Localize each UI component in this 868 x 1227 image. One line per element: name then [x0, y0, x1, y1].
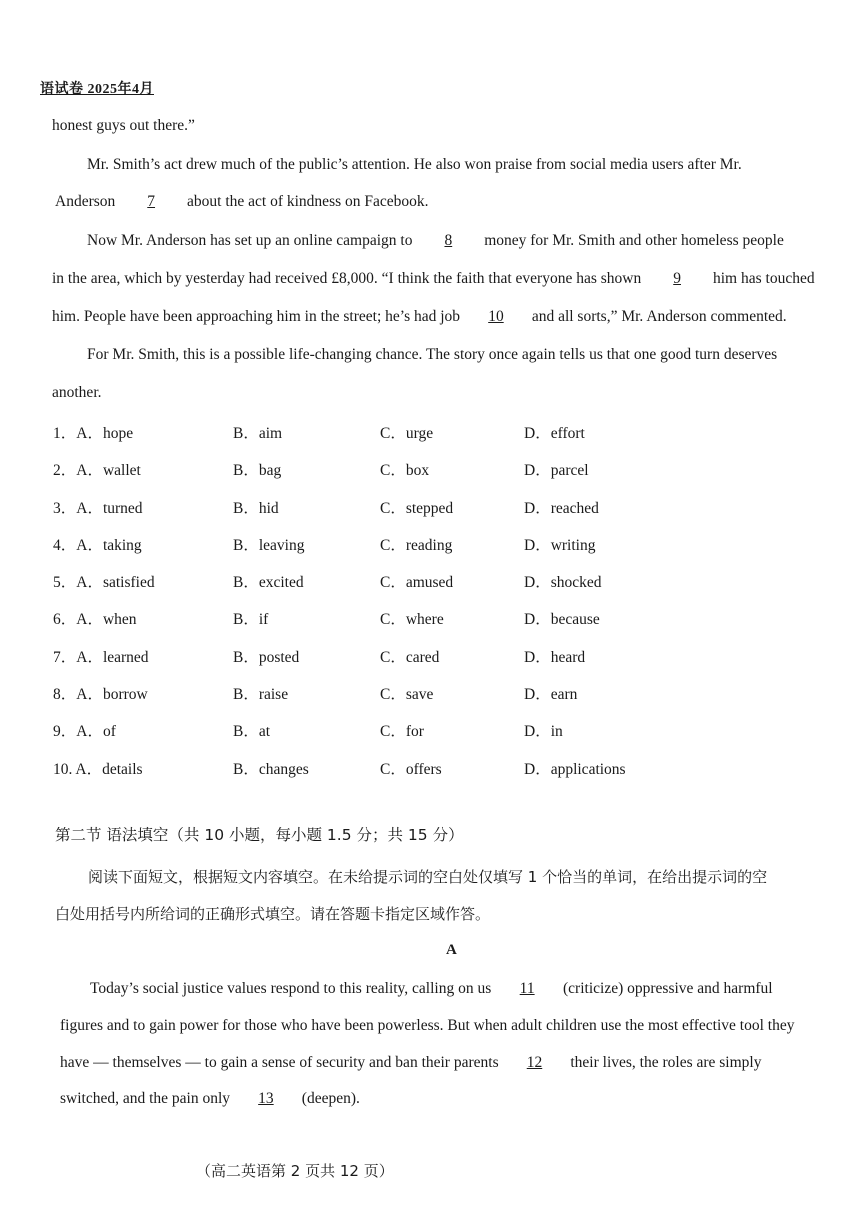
option-a[interactable]: 4．A．taking	[53, 536, 142, 554]
passage-line	[55, 193, 429, 211]
passage-line	[60, 1017, 794, 1035]
option-d[interactable]: D．heard	[524, 648, 586, 666]
option-b[interactable]: B．aim	[233, 425, 283, 442]
option-c[interactable]: C．reading	[380, 536, 453, 554]
option-d[interactable]: D．earn	[524, 686, 578, 704]
passage-text: another.	[52, 384, 102, 401]
passage-text: figures and to gain power for those who have been powerless. But when adult children use the most effective tool they	[60, 1017, 795, 1034]
option-c[interactable]: C．urge	[380, 425, 434, 442]
passage-text: Mr. Smith’s act drew much of the public’s attention. He also won praise from social media users after Mr.	[87, 156, 742, 173]
passage-line	[87, 346, 777, 364]
option-d[interactable]: D．applications	[524, 760, 626, 778]
passage-text: him. People have been approaching him in the street; he’s had job	[52, 308, 461, 325]
passage-text: and all sorts,” Mr. Anderson commented.	[531, 308, 787, 325]
option-b[interactable]: B．leaving	[233, 536, 305, 554]
option-a[interactable]: 1．A．hope	[53, 425, 134, 442]
passage-line	[90, 980, 773, 998]
instructions-line: 阅读下面短文，根据短文内容填空。在未给提示词的空白处仅填写 1 个恰当的单词，在给出提示词的空	[88, 868, 768, 886]
section-title: 第二节 语法填空（共 10 小题，每小题 1.5 分；共 15 分）	[55, 826, 464, 844]
option-d[interactable]: D．effort	[524, 425, 585, 442]
passage-line	[52, 117, 195, 135]
blank-13[interactable]: 13	[258, 1090, 274, 1107]
blank-12[interactable]: 12	[526, 1054, 543, 1071]
passage-text: about the act of kindness on Facebook.	[187, 193, 429, 210]
option-a[interactable]: 9．A．of	[53, 723, 116, 741]
option-c[interactable]: C．where	[380, 611, 444, 629]
passage-text: switched, and the pain only	[60, 1090, 231, 1107]
blank-8[interactable]: 8	[444, 232, 453, 249]
page-footer: （高二英语第 2 页共 12 页）	[196, 1162, 394, 1180]
passage-line	[52, 270, 815, 288]
option-a[interactable]: 3．A．turned	[53, 499, 143, 517]
option-b[interactable]: B．if	[233, 611, 269, 629]
options-list	[53, 421, 753, 794]
option-row	[53, 607, 753, 644]
passage-line	[60, 1090, 360, 1108]
option-a[interactable]: 10. A．details	[53, 760, 143, 778]
instructions-line: 白处用括号内所给词的正确形式填空。请在答题卡指定区域作答。	[55, 905, 491, 923]
passage-line	[87, 232, 784, 250]
passage-line	[87, 156, 742, 174]
option-b[interactable]: B．raise	[233, 686, 289, 704]
passage-text: their lives, the roles are simply	[570, 1054, 762, 1071]
blank-11[interactable]: 11	[519, 980, 535, 997]
option-b[interactable]: B．at	[233, 723, 271, 741]
option-c[interactable]: C．stepped	[380, 499, 454, 517]
passage-label: A	[446, 942, 457, 958]
option-b[interactable]: B．excited	[233, 574, 304, 592]
option-c[interactable]: C．cared	[380, 648, 440, 666]
option-row	[53, 458, 753, 495]
blank-7[interactable]: 7	[147, 193, 156, 210]
option-row	[53, 682, 753, 719]
option-a[interactable]: 8．A．borrow	[53, 686, 148, 704]
option-a[interactable]: 6．A．when	[53, 611, 137, 629]
option-c[interactable]: C．for	[380, 723, 424, 741]
passage-text: honest guys out there.”	[52, 117, 195, 134]
option-a[interactable]: 5．A．satisfied	[53, 574, 155, 592]
option-a[interactable]: 7．A．learned	[53, 648, 149, 666]
passage-text: have — themselves — to gain a sense of security and ban their parents	[60, 1054, 499, 1071]
option-row	[53, 570, 753, 607]
option-b[interactable]: B．bag	[233, 462, 282, 480]
option-d[interactable]: D．reached	[524, 499, 599, 517]
option-row	[53, 533, 753, 570]
passage-line	[52, 384, 102, 402]
passage-line	[52, 308, 787, 326]
option-c[interactable]: C．offers	[380, 760, 442, 778]
passage-text: him has touched	[712, 270, 815, 287]
option-a[interactable]: 2．A．wallet	[53, 462, 141, 480]
option-d[interactable]: D．writing	[524, 536, 596, 554]
option-d[interactable]: D．shocked	[524, 574, 602, 592]
passage-text: (deepen).	[301, 1090, 360, 1107]
option-row	[53, 496, 753, 533]
passage-text: money for Mr. Smith and other homeless people	[484, 232, 784, 249]
option-b[interactable]: B．posted	[233, 648, 300, 666]
option-row	[53, 757, 753, 794]
passage-text: For Mr. Smith, this is a possible life-changing chance. The story once again tells us that one good turn deserves	[87, 346, 778, 363]
blank-9[interactable]: 9	[673, 270, 681, 287]
option-c[interactable]: C．save	[380, 686, 434, 704]
option-c[interactable]: C．box	[380, 462, 430, 480]
passage-text: (criticize) oppressive and harmful	[563, 980, 773, 997]
option-d[interactable]: D．because	[524, 611, 600, 629]
passage-text: in the area, which by yesterday had received £8,000. “I think the faith that everyone has shown	[52, 270, 642, 287]
passage-text: Anderson	[55, 193, 116, 210]
passage-text: Today’s social justice values respond to this reality, calling on us	[90, 980, 492, 997]
option-d[interactable]: D．parcel	[524, 462, 589, 480]
option-row	[53, 421, 753, 458]
option-c[interactable]: C．amused	[380, 574, 454, 592]
option-b[interactable]: B．changes	[233, 760, 309, 778]
page-header: 语试卷 2025年4月	[40, 82, 154, 97]
option-row	[53, 719, 753, 756]
blank-10[interactable]: 10	[488, 308, 504, 325]
option-b[interactable]: B．hid	[233, 499, 279, 517]
passage-line	[60, 1054, 761, 1072]
option-d[interactable]: D．in	[524, 723, 563, 741]
option-row	[53, 645, 753, 682]
passage-text: Now Mr. Anderson has set up an online campaign to	[87, 232, 413, 249]
